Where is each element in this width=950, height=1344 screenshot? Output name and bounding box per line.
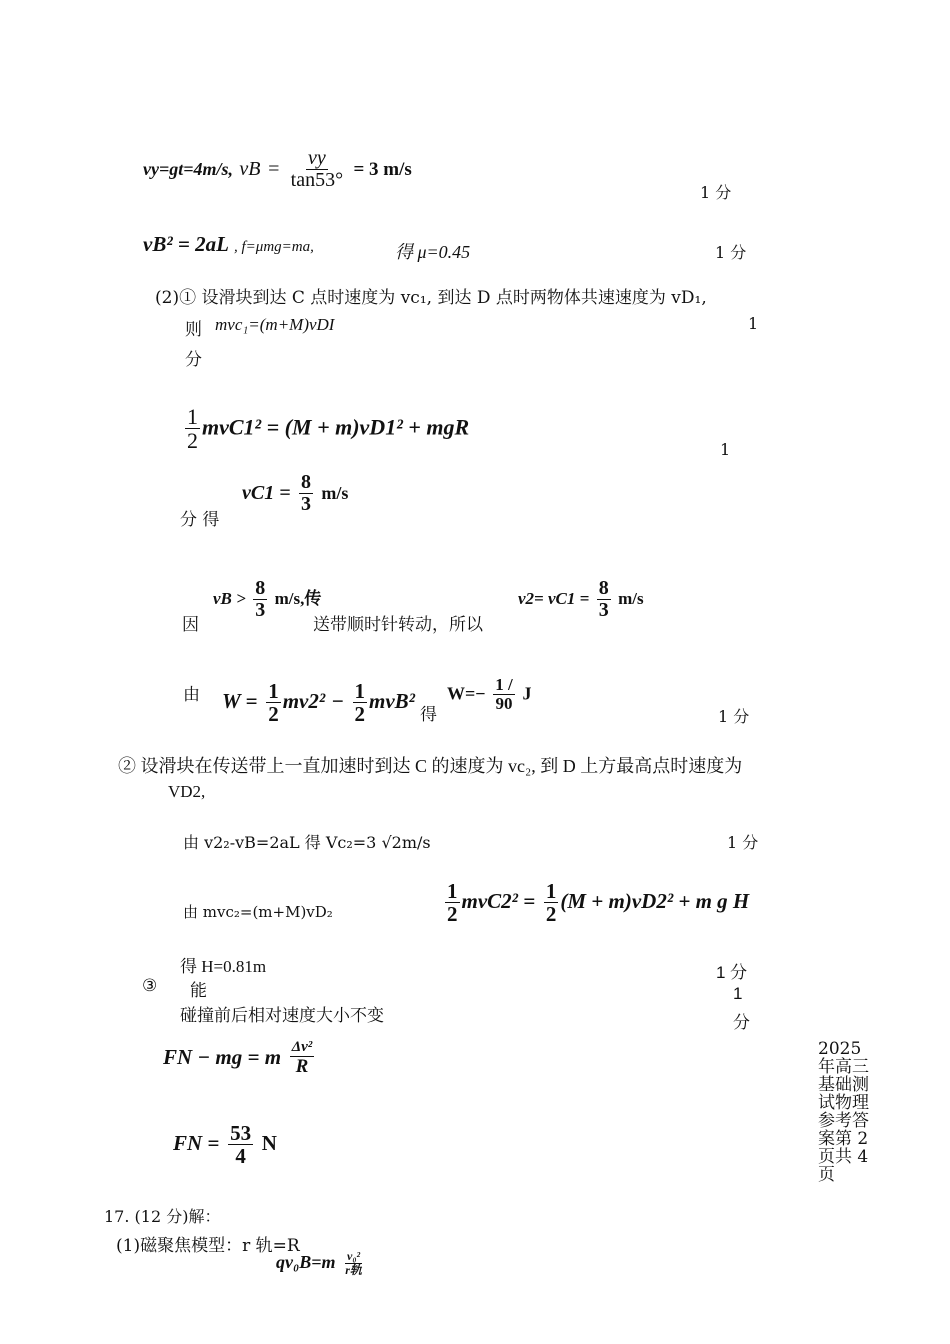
half-denominator: 2 bbox=[187, 428, 198, 454]
work-half-2-den: 2 bbox=[354, 702, 365, 727]
energy2-half-2-den: 2 bbox=[545, 902, 557, 927]
vb-label: vB bbox=[239, 158, 261, 180]
vc1-numerator: 8 bbox=[300, 471, 311, 493]
work-term-1: mv2² bbox=[282, 689, 326, 714]
belt-text: 送带顺时针转动，所以 bbox=[313, 615, 483, 635]
condition-fraction bbox=[253, 578, 267, 621]
fn-result-numerator: 53 bbox=[230, 1121, 252, 1145]
energy-equation-2 bbox=[443, 879, 750, 927]
condition-denominator: 3 bbox=[255, 599, 266, 621]
energy-terms: mvC1² = (M + m)vD1² + mgR bbox=[202, 414, 470, 440]
momentum-equation-2: 由 mvc₂=(m+M)vD₂ bbox=[183, 903, 333, 921]
momentum-score-unit: 分 bbox=[185, 350, 202, 370]
condition-numerator: 8 bbox=[255, 577, 266, 599]
part3-score-unit: 分 bbox=[733, 1013, 750, 1032]
fn-result-unit: N bbox=[261, 1131, 277, 1156]
work-minus: − bbox=[331, 689, 344, 714]
magnetic-numerator: v₀² bbox=[347, 1249, 361, 1263]
equals-sign: = bbox=[266, 158, 281, 180]
energy-score-number: 1 bbox=[720, 440, 731, 459]
vy-over-tan-fraction bbox=[289, 148, 345, 191]
v2-fraction bbox=[597, 578, 611, 621]
half-numerator: 1 bbox=[187, 404, 198, 429]
vb-squared-expression: vB² = 2aL bbox=[143, 232, 229, 256]
work-result-denominator: 90 bbox=[495, 693, 513, 713]
normal-force-result bbox=[173, 1122, 277, 1167]
score-eq2: 1 分 bbox=[715, 243, 747, 262]
question-17-part1: (1)磁聚焦模型：r 轨=R bbox=[116, 1236, 300, 1256]
work-result-fraction bbox=[493, 676, 514, 713]
work-half-1-den: 2 bbox=[268, 702, 279, 727]
part2b-line2: VD2, bbox=[168, 782, 206, 801]
momentum-prefix: 则 bbox=[185, 320, 202, 340]
score-work: 1 分 bbox=[718, 707, 750, 726]
half-fraction bbox=[185, 405, 200, 452]
condition-unit: m/s,传 bbox=[274, 589, 322, 608]
part3-answer: 能 bbox=[190, 981, 207, 1001]
fraction-denominator: tan53° bbox=[290, 169, 344, 191]
energy2-half-1 bbox=[445, 880, 460, 925]
fraction-numerator: vy bbox=[308, 147, 326, 169]
mu-result: 得 μ=0.45 bbox=[395, 242, 471, 262]
work-half-2 bbox=[353, 680, 368, 725]
momentum-score-number: 1 bbox=[748, 314, 759, 333]
work-half-2-num: 1 bbox=[354, 679, 365, 703]
vb-condition bbox=[213, 578, 321, 621]
part3-reason: 碰撞前后相对速度大小不变 bbox=[180, 1006, 384, 1026]
result-prefix: 分 得 bbox=[180, 510, 220, 530]
work-term-2: mvB² bbox=[369, 689, 415, 714]
magnetic-fraction bbox=[343, 1250, 364, 1276]
fn-equation-lhs: FN − mg = m bbox=[163, 1044, 282, 1069]
v2-result bbox=[518, 578, 644, 621]
vb-result: = 3 m/s bbox=[353, 159, 412, 180]
vc1-fraction bbox=[299, 472, 313, 515]
question-17-title: 17. (12 分)解： bbox=[104, 1207, 221, 1226]
friction-expression: , f=μmg=ma, bbox=[234, 239, 314, 255]
page-footer-note: 2025 年高三基础测试物理参考答案第 2 页共 4 页 bbox=[818, 1039, 869, 1185]
energy2-half-1-den: 2 bbox=[447, 902, 458, 927]
vc1-result bbox=[242, 472, 348, 515]
momentum-equation: mvc₁=(m+M)vDI bbox=[215, 315, 335, 334]
vc1-label: vC1 = bbox=[242, 482, 291, 504]
part2b-line1: ② 设滑块在传送带上一直加速时到达 C 的速度为 vc₂, 到 D 上方最高点时速度为 bbox=[118, 756, 743, 776]
part3-label: ③ bbox=[142, 976, 158, 996]
score-kinematic: 1 分 bbox=[727, 833, 759, 852]
vy-expression: vy=gt=4m/s, bbox=[143, 159, 233, 179]
energy2-half-2-num: 1 bbox=[545, 879, 557, 903]
fn-result-fraction bbox=[228, 1122, 253, 1167]
work-equation bbox=[222, 680, 415, 725]
score-height: 1 分 bbox=[716, 963, 748, 982]
work-half-1 bbox=[266, 680, 281, 725]
energy2-term-2: (M + m)vD2² + m g H bbox=[560, 889, 750, 914]
vc1-unit: m/s bbox=[321, 483, 349, 503]
kinematic-equation: 由 v2₂-vB=2aL 得 Vc₂=3 √2m/s bbox=[183, 833, 431, 852]
magnetic-lhs: qv₀B=m bbox=[276, 1252, 336, 1273]
work-result-prefix: 得 bbox=[420, 705, 437, 725]
fn-denominator: R bbox=[295, 1055, 309, 1077]
part2-intro: (2)① 设滑块到达 C 点时速度为 vc₁, 到达 D 点时两物体共速速度为 vD₁, bbox=[155, 288, 707, 308]
magnetic-equation bbox=[276, 1250, 366, 1276]
work-lhs: W = bbox=[222, 689, 258, 714]
fn-fraction bbox=[290, 1040, 315, 1077]
vb-condition-label: vB > bbox=[213, 589, 246, 608]
energy2-half-2 bbox=[544, 880, 559, 925]
magnetic-denominator: r轨 bbox=[345, 1262, 362, 1277]
fn-numerator: Δv² bbox=[291, 1039, 313, 1055]
v2-numerator: 8 bbox=[598, 577, 609, 599]
energy2-half-1-num: 1 bbox=[447, 879, 458, 903]
score-eq1: 1 分 bbox=[700, 183, 732, 202]
work-half-1-num: 1 bbox=[268, 679, 279, 703]
energy-equation-1 bbox=[183, 405, 469, 452]
equation-vb bbox=[143, 148, 412, 191]
normal-force-equation bbox=[163, 1040, 316, 1077]
work-prefix: 由 bbox=[183, 685, 200, 705]
v2-label: v2= vC1 = bbox=[518, 589, 590, 608]
v2-denominator: 3 bbox=[598, 599, 609, 621]
work-result-lhs: W=− bbox=[447, 683, 486, 704]
part3-score-number: 1 bbox=[733, 984, 743, 1003]
work-result-numerator: 1 / bbox=[495, 675, 513, 694]
fn-result-lhs: FN = bbox=[173, 1131, 220, 1156]
vc1-denominator: 3 bbox=[300, 493, 311, 515]
fn-result-denominator: 4 bbox=[235, 1144, 246, 1169]
equation-friction bbox=[143, 232, 314, 257]
v2-unit: m/s bbox=[618, 589, 644, 608]
height-result: 得 H=0.81m bbox=[180, 957, 267, 976]
because-prefix: 因 bbox=[182, 615, 199, 635]
work-result bbox=[447, 676, 531, 713]
energy2-term-1: mvC2² = bbox=[461, 889, 536, 914]
work-result-unit: J bbox=[522, 683, 532, 704]
